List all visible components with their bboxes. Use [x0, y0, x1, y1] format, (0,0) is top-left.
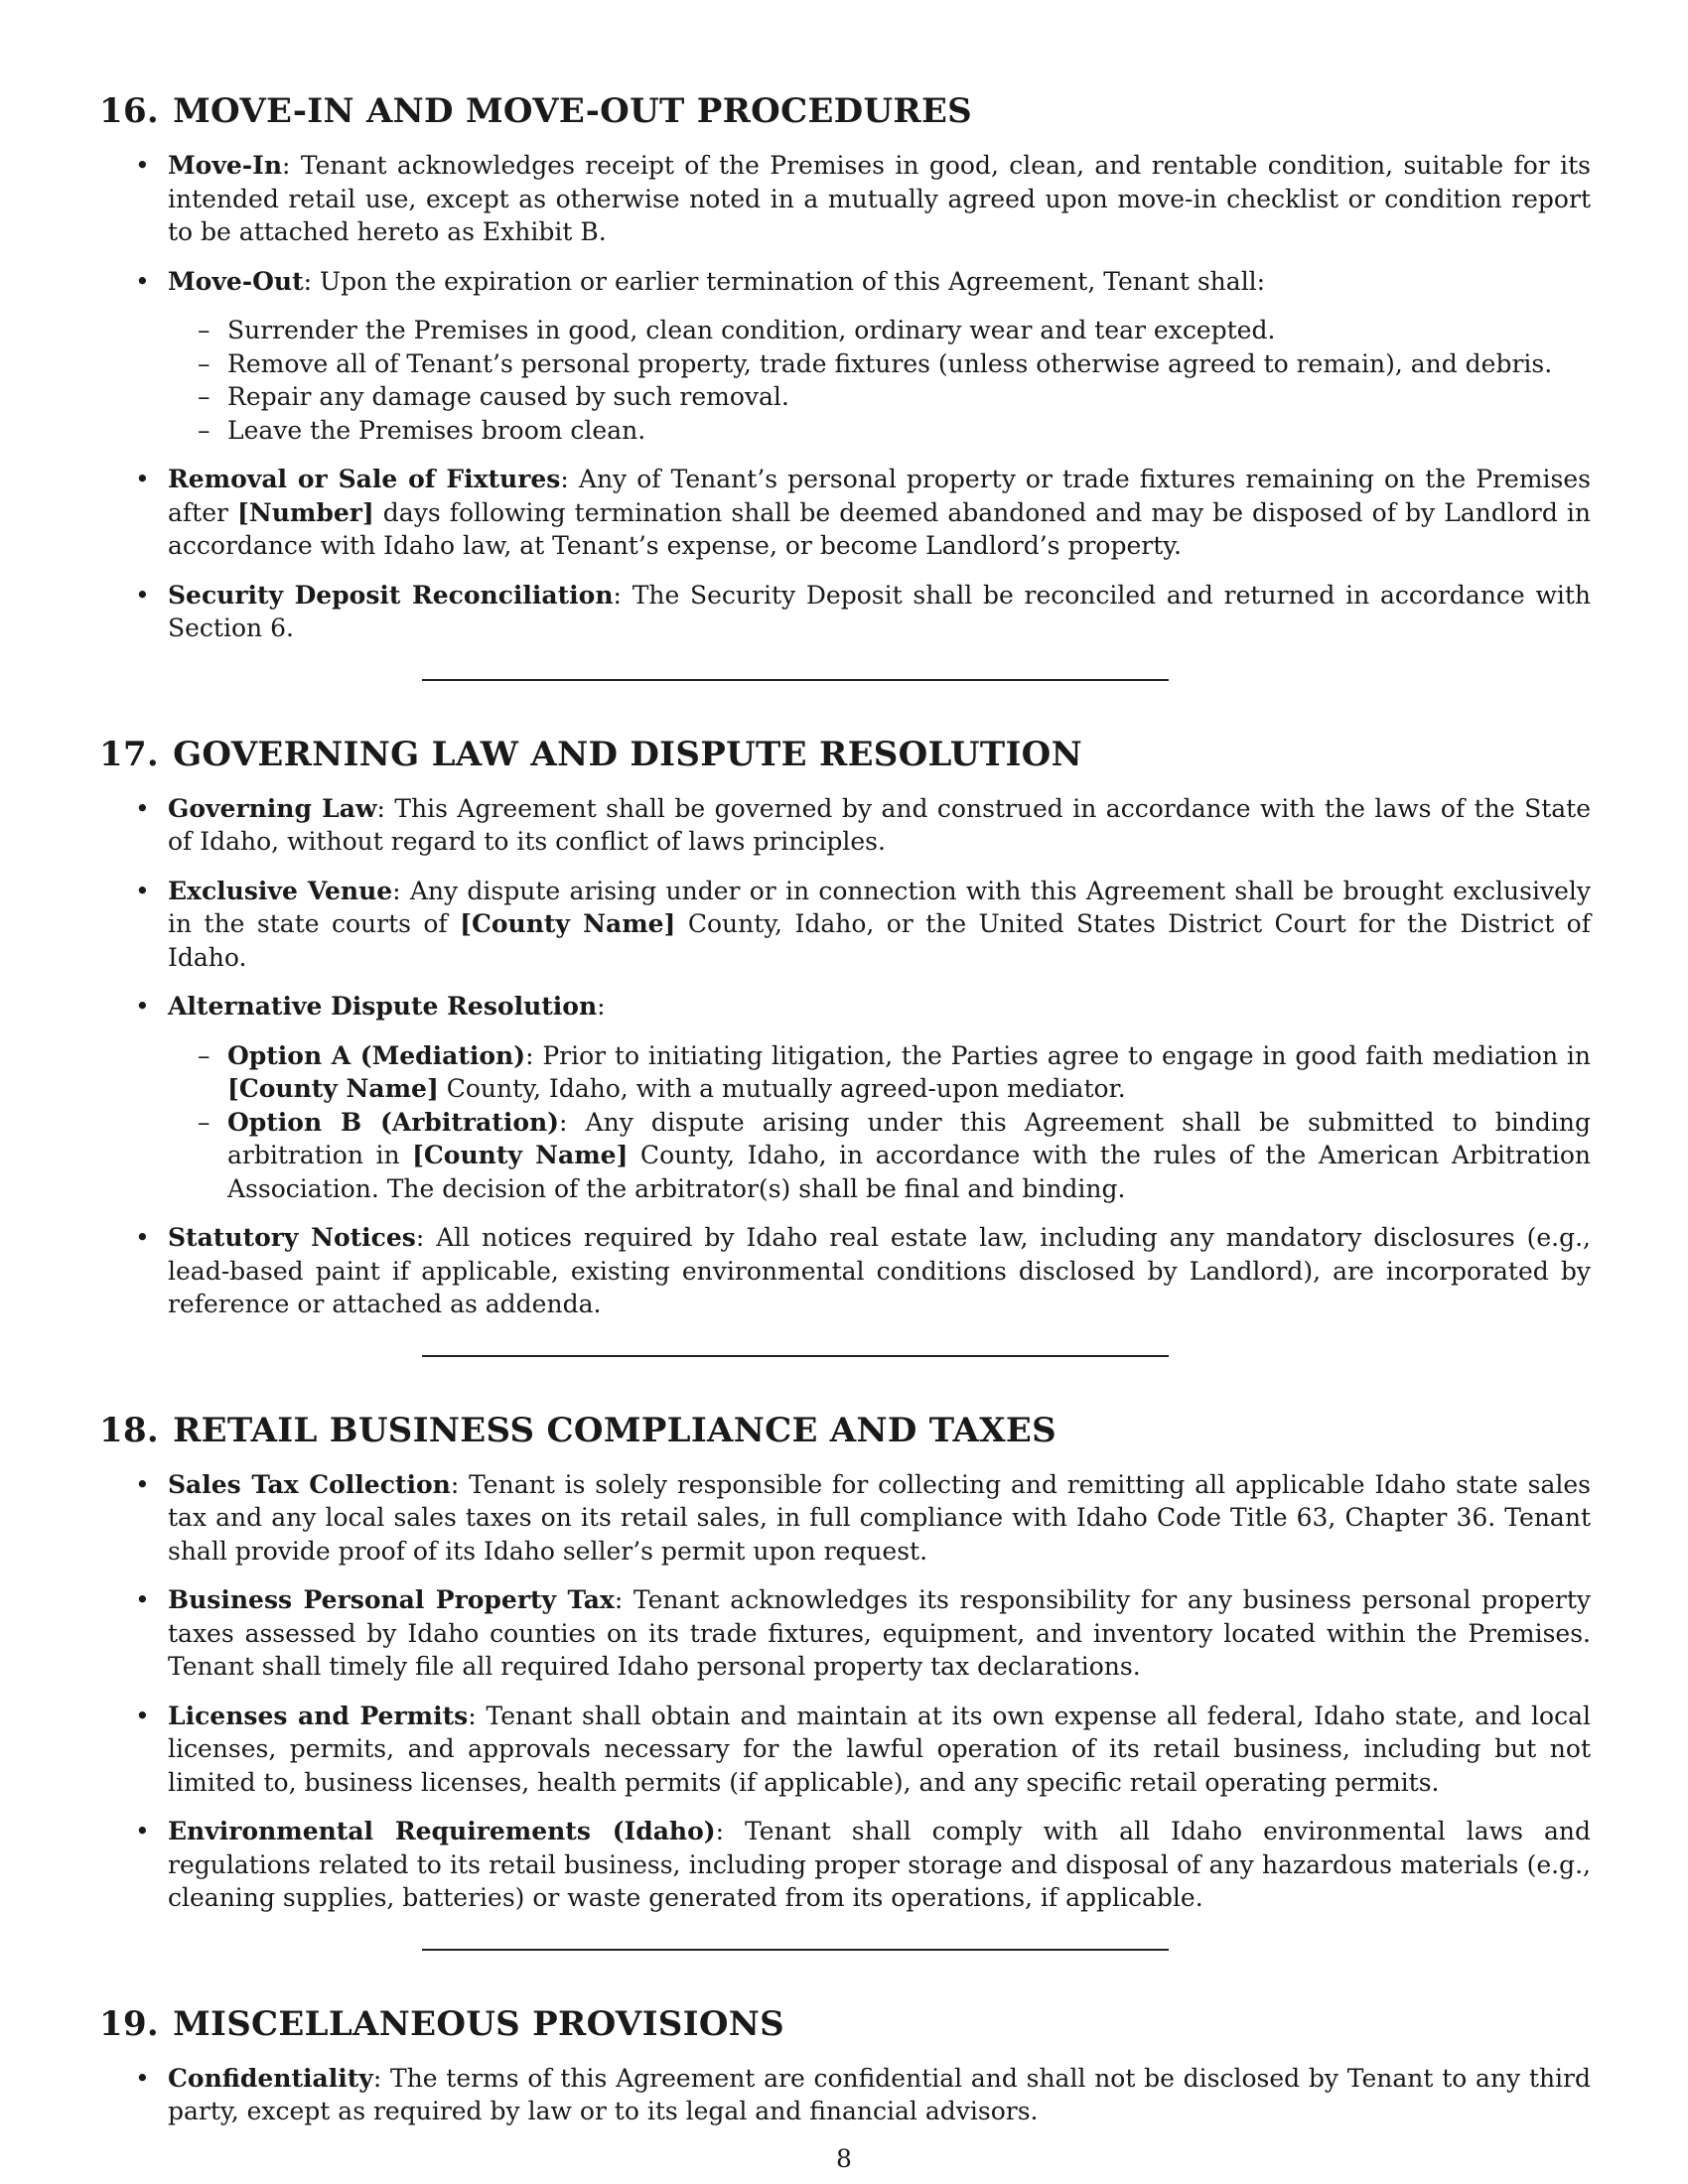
page-number: 8	[836, 2144, 852, 2173]
section-18	[99, 1411, 1591, 1915]
list-item-licenses: • Licenses and Permits: Tenant shall obtain and maintain at its own expense all federal, Idaho state, and local licenses, permits, and approvals necessary for the lawful operation of its retail business, including but not limited to, business licenses, health permits (if applicable), and any specific retail operating permits.	[99, 1700, 1591, 1800]
section-divider	[422, 1949, 1169, 1951]
section-17	[99, 735, 1591, 1321]
section-divider	[422, 679, 1169, 681]
section-19	[99, 2004, 1591, 2128]
bullet-list	[99, 2062, 1591, 2128]
list-item-venue: • Exclusive Venue: Any dispute arising under or in connection with this Agreement shall be brought exclusively in the state courts of [County Name] County, Idaho, or the United States District Court for the District of Idaho.	[99, 875, 1591, 975]
section-heading: 18. RETAIL BUSINESS COMPLIANCE AND TAXES	[99, 1410, 1056, 1450]
sub-item: – Leave the Premises broom clean.	[168, 414, 1591, 448]
section-heading: 19. MISCELLANEOUS PROVISIONS	[99, 2003, 785, 2044]
sub-item: – Repair any damage caused by such removal.	[168, 380, 1591, 414]
bullet-list	[99, 149, 1591, 645]
sub-list	[168, 1039, 1591, 1206]
sub-item-mediation: – Option A (Mediation): Prior to initiating litigation, the Parties agree to engage in good faith mediation in [County Name] County, Idaho, with a mutually agreed-upon mediator.	[168, 1039, 1591, 1106]
section-16	[99, 91, 1591, 645]
list-item-environmental: • Environmental Requirements (Idaho): Tenant shall comply with all Idaho environmental laws and regulations related to its retail business, including proper storage and disposal of any hazardous materials (e.g., cleaning supplies, batteries) or waste generated from its operations, if applicable.	[99, 1815, 1591, 1915]
section-heading: 16. MOVE-IN AND MOVE-OUT PROCEDURES	[99, 91, 973, 131]
list-item-property-tax: • Business Personal Property Tax: Tenant acknowledges its responsibility for any business personal property taxes assessed by Idaho counties on its trade fixtures, equipment, and inventory located within the Premises. Tenant shall timely file all required Idaho personal property tax declarations.	[99, 1583, 1591, 1684]
list-item-move-in: • Move-In: Tenant acknowledges receipt of the Premises in good, clean, and rentable condition, suitable for its intended retail use, except as otherwise noted in a mutually agreed upon move-in checklist or condition report to be attached hereto as Exhibit B.	[99, 149, 1591, 249]
section-divider	[422, 1355, 1169, 1357]
section-heading: 17. GOVERNING LAW AND DISPUTE RESOLUTION	[99, 734, 1082, 774]
list-item-sales-tax: • Sales Tax Collection: Tenant is solely responsible for collecting and remitting all applicable Idaho state sales tax and any local sales taxes on its retail sales, in full compliance with Idaho Code Title 63, Chapter 36. Tenant shall provide proof of its Idaho seller’s permit upon request.	[99, 1468, 1591, 1569]
document-page	[99, 91, 1591, 2144]
bullet-list	[99, 1468, 1591, 1915]
list-item-confidentiality: • Confidentiality: The terms of this Agreement are confidential and shall not be disclosed by Tenant to any third party, except as required by law or to its legal and financial advisors.	[99, 2062, 1591, 2128]
sub-item: – Surrender the Premises in good, clean condition, ordinary wear and tear excepted.	[168, 314, 1591, 347]
list-item-statutory-notices: • Statutory Notices: All notices required by Idaho real estate law, including any mandatory disclosures (e.g., lead-based paint if applicable, existing environmental conditions disclosed by Landlord), are incorporated by reference or attached as addenda.	[99, 1221, 1591, 1321]
sub-item: – Remove all of Tenant’s personal property, trade fixtures (unless otherwise agreed to remain), and debris.	[168, 347, 1591, 381]
list-item-move-out: • Move-Out: Upon the expiration or earlier termination of this Agreement, Tenant shall: – Surrender the Premises in good, clean condition, ordinary wear and tear excepted. – Remove all of Tenant’s personal property, trade fixtures (unless otherwise agreed to remain), and debris. – Repair any damage caused by such removal. – Leave the Premises broom clean.	[99, 265, 1591, 448]
list-item-deposit: • Security Deposit Reconciliation: The Security Deposit shall be reconciled and returned in accordance with Section 6.	[99, 579, 1591, 645]
bullet-list	[99, 792, 1591, 1321]
list-item-governing-law: • Governing Law: This Agreement shall be governed by and construed in accordance with the laws of the State of Idaho, without regard to its conflict of laws principles.	[99, 792, 1591, 859]
sub-list	[168, 314, 1591, 447]
list-item-adr: • Alternative Dispute Resolution: – Option A (Mediation): Prior to initiating litigation, the Parties agree to engage in good faith mediation in [County Name] County, Idaho, with a mutually agreed-upon mediator. – Option B (Arbitration): Any dispute arising under this Agreement shall be submitted to binding arbitration in [County Name] County, Idaho, in accordance with the rules of the American Arbitration Association. The decision of the arbitrator(s) shall be final and binding.	[99, 990, 1591, 1205]
list-item-fixtures: • Removal or Sale of Fixtures: Any of Tenant’s personal property or trade fixtures remaining on the Premises after [Number] days following termination shall be deemed abandoned and may be disposed of by Landlord in accordance with Idaho law, at Tenant’s expense, or become Landlord’s property.	[99, 463, 1591, 563]
sub-item-arbitration: – Option B (Arbitration): Any dispute arising under this Agreement shall be submitted to binding arbitration in [County Name] County, Idaho, in accordance with the rules of the American Arbitration Association. The decision of the arbitrator(s) shall be final and binding.	[168, 1106, 1591, 1206]
